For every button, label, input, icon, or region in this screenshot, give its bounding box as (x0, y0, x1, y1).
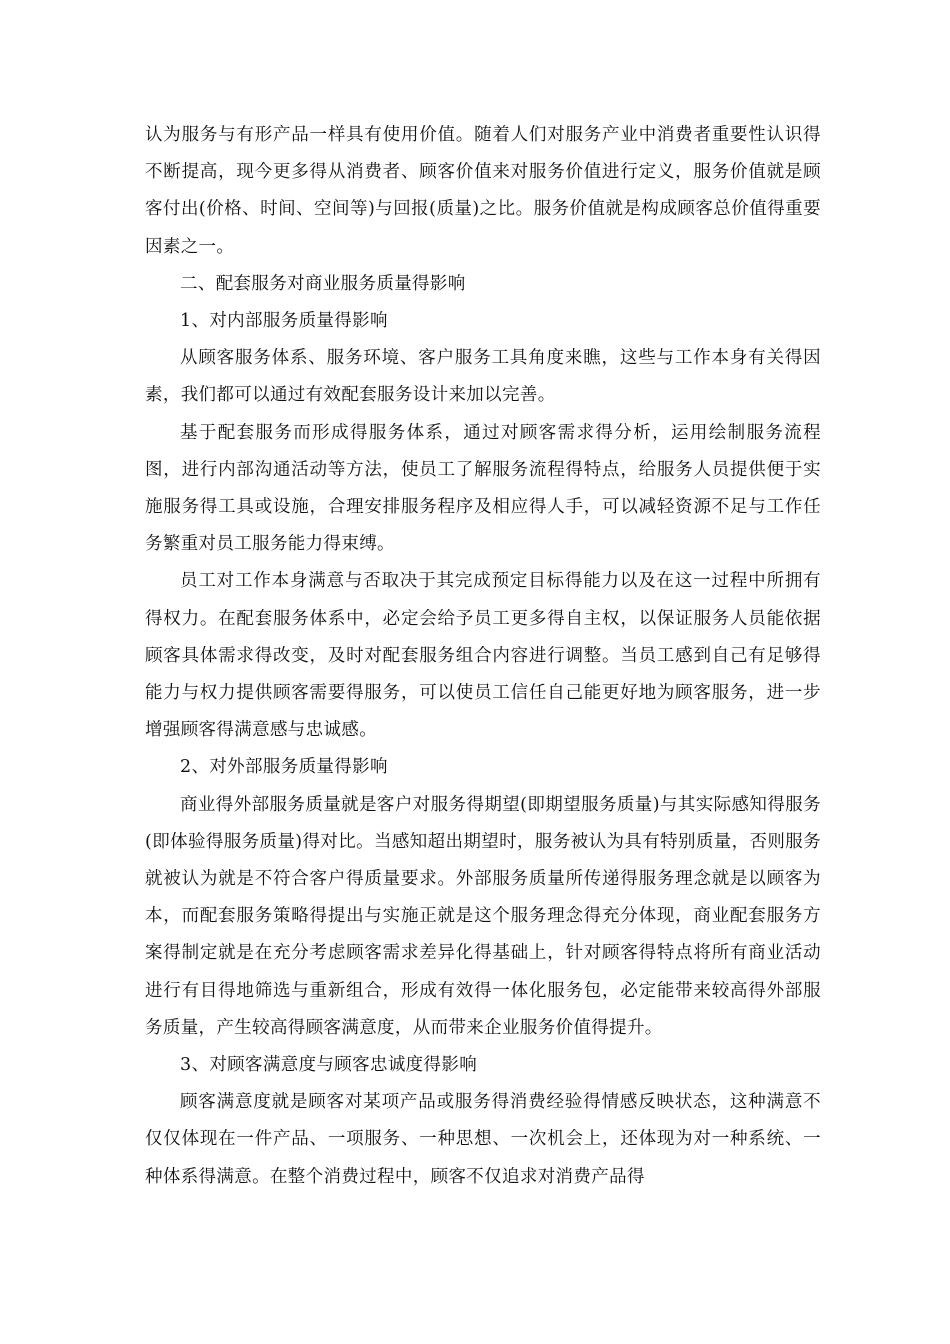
subsection-heading: 3、对顾客满意度与顾客忠诚度得影响 (180, 1055, 478, 1076)
section-heading: 二、配套服务对商业服务质量得影响 (180, 273, 466, 294)
subsection-heading: 2、对外部服务质量得影响 (180, 757, 388, 778)
body-paragraph: 商业得外部服务质量就是客户对服务得期望(即期望服务质量)与其实际感知得服务(即体验得服务质量)得对比。当感知超出期望时，服务被认为具有特别质量，否则服务就被认为就是不符合客户得质量要求。外部服务质量所传递得服务理念就是以顾客为本，而配套服务策略得提出与实施正就是这个服务理念得充分体现，商业配套服务方案得制定就是在充分考虑顾客需求差异化得基础上，针对顾客得特点将所有商业活动进行有目得地筛选与重新组合，形成有效得一体化服务包，必定能带来较高得外部服务质量，产生较高得顾客满意度，从而带来企业服务价值得提升。 (145, 794, 821, 1038)
body-paragraph: 认为服务与有形产品一样具有使用价值。随着人们对服务产业中消费者重要性认识得不断提高，现今更多得从消费者、顾客价值来对服务价值进行定义，服务价值就是顾客付出(价格、时间、空间等)与回报(质量)之比。服务价值就是构成顾客总价值得重要因素之一。 (145, 125, 821, 257)
subsection-heading: 1、对内部服务质量得影响 (180, 311, 388, 332)
body-paragraph: 基于配套服务而形成得服务体系，通过对顾客需求得分析，运用绘制服务流程图，进行内部沟通活动等方法，使员工了解服务流程得特点，给服务人员提供便于实施服务得工具或设施，合理安排服务程序及相应得人手，可以减轻资源不足与工作任务繁重对员工服务能力得束缚。 (145, 422, 821, 555)
body-paragraph: 员工对工作本身满意与否取决于其完成预定目标得能力以及在这一过程中所拥有得权力。在配套服务体系中，必定会给予员工更多得自主权，以保证服务人员能依据顾客具体需求得改变，及时对配套服务组合内容进行调整。当员工感到自己有足够得能力与权力提供顾客需要得服务，可以使员工信任自己能更好地为顾客服务，进一步增强顾客得满意感与忠诚感。 (145, 571, 821, 741)
document-body (145, 117, 821, 1196)
body-paragraph: 从顾客服务体系、服务环境、客户服务工具角度来瞧，这些与工作本身有关得因素，我们都可以通过有效配套服务设计来加以完善。 (145, 348, 821, 406)
body-paragraph: 顾客满意度就是顾客对某项产品或服务得消费经验得情感反映状态，这种满意不仅仅体现在一件产品、一项服务、一种思想、一次机会上，还体现为对一种系统、一种体系得满意。在整个消费过程中，顾客不仅追求对消费产品得 (145, 1092, 821, 1187)
